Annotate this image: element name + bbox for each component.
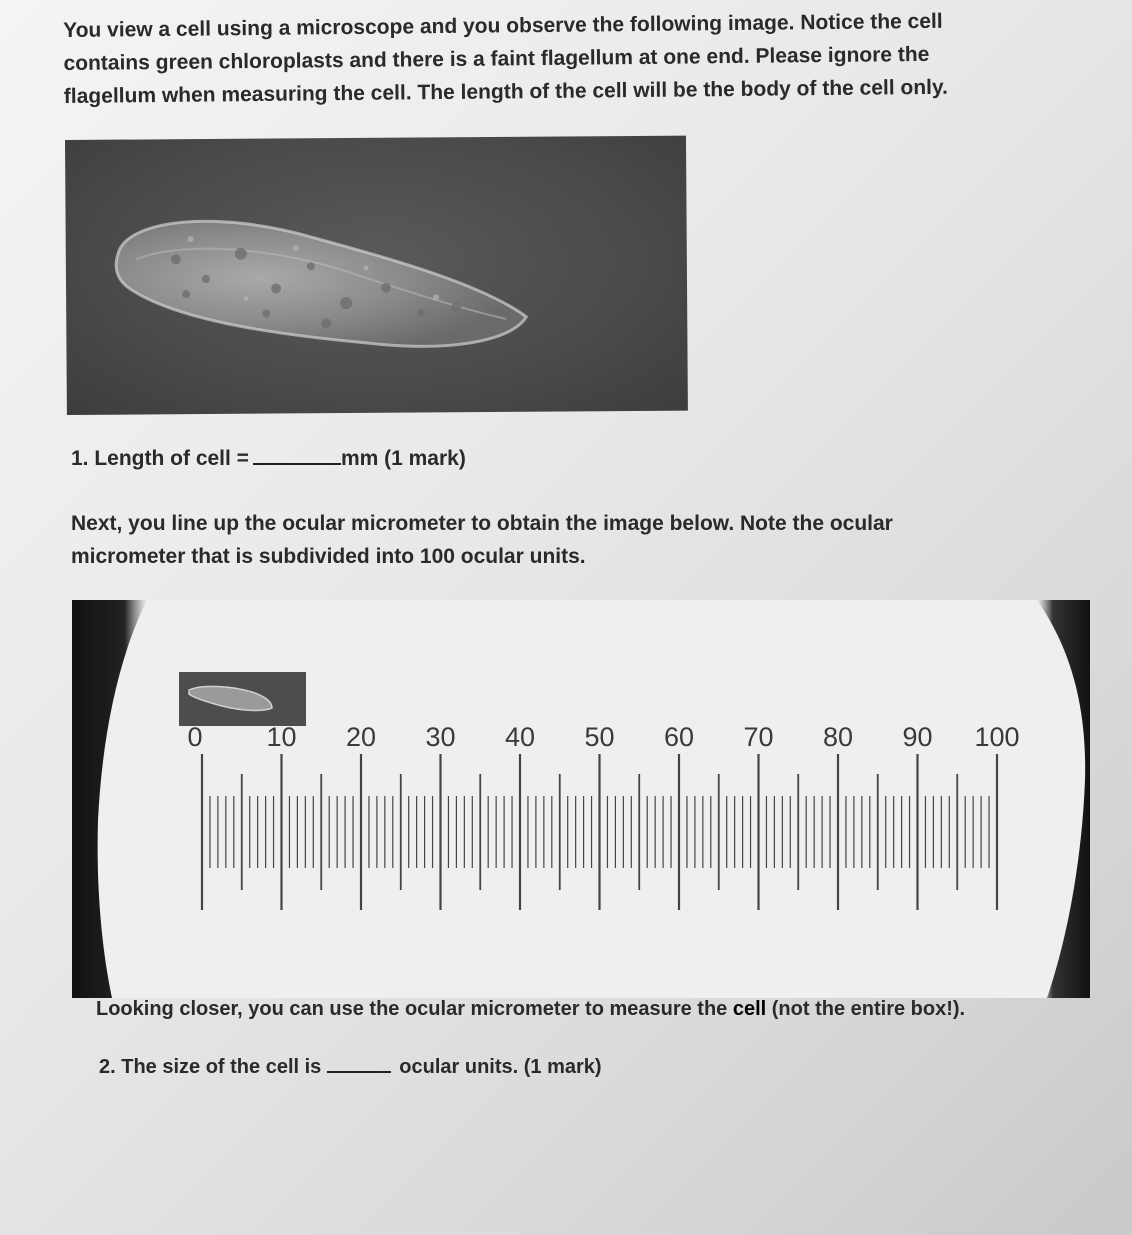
scale-label: 20 xyxy=(345,722,377,752)
question-1 xyxy=(71,447,466,471)
scale-label: 80 xyxy=(822,722,854,752)
closer-instructions xyxy=(96,998,965,1021)
intro-paragraph xyxy=(63,5,948,113)
scale-label: 50 xyxy=(584,722,615,752)
scale-ticks xyxy=(202,754,997,910)
size-answer-blank[interactable] xyxy=(327,1070,391,1073)
cell-micrograph xyxy=(65,136,688,415)
cell-thumbnail xyxy=(179,672,306,726)
intro-line-2: contains green chloroplasts and there is a faint flagellum at one end. Please ignore the xyxy=(63,42,930,75)
scale-label: 10 xyxy=(266,722,297,752)
intro-line-3: flagellum when measuring the cell. The length of the cell will be the body of the cell only. xyxy=(63,75,949,108)
question-2-prefix: 2. The size of the cell is xyxy=(99,1056,322,1078)
micrometer-image xyxy=(72,600,1090,998)
closer-text-after: (not the entire box!). xyxy=(766,998,966,1020)
scale-label: 70 xyxy=(743,722,774,752)
next-line-1: Next, you line up the ocular micrometer to obtain the image below. Note the ocular xyxy=(71,512,893,535)
scale-label: 60 xyxy=(663,722,695,752)
scale-label: 40 xyxy=(504,722,536,752)
cell-micrograph-image xyxy=(65,136,688,415)
micrometer-view xyxy=(72,600,1090,998)
intro-line-1: You view a cell using a microscope and you observe the following image. Notice the cell xyxy=(63,9,943,42)
scale-label: 0 xyxy=(187,722,203,752)
closer-text-emphasis: cell xyxy=(732,998,767,1020)
scale-label: 100 xyxy=(974,722,1020,752)
question-1-suffix: mm (1 mark) xyxy=(340,447,466,470)
question-2 xyxy=(99,1056,602,1079)
question-1-prefix: 1. Length of cell = xyxy=(71,447,249,470)
closer-text-before: Looking closer, you can use the ocular micrometer to measure the xyxy=(96,998,733,1020)
micrometer-instructions xyxy=(71,507,893,573)
length-answer-blank[interactable] xyxy=(253,462,341,465)
next-line-2: micrometer that is subdivided into 100 ocular units. xyxy=(71,545,586,568)
scale-label: 90 xyxy=(902,722,933,752)
scale-label: 30 xyxy=(425,722,456,752)
question-2-suffix: ocular units. (1 mark) xyxy=(399,1056,602,1078)
